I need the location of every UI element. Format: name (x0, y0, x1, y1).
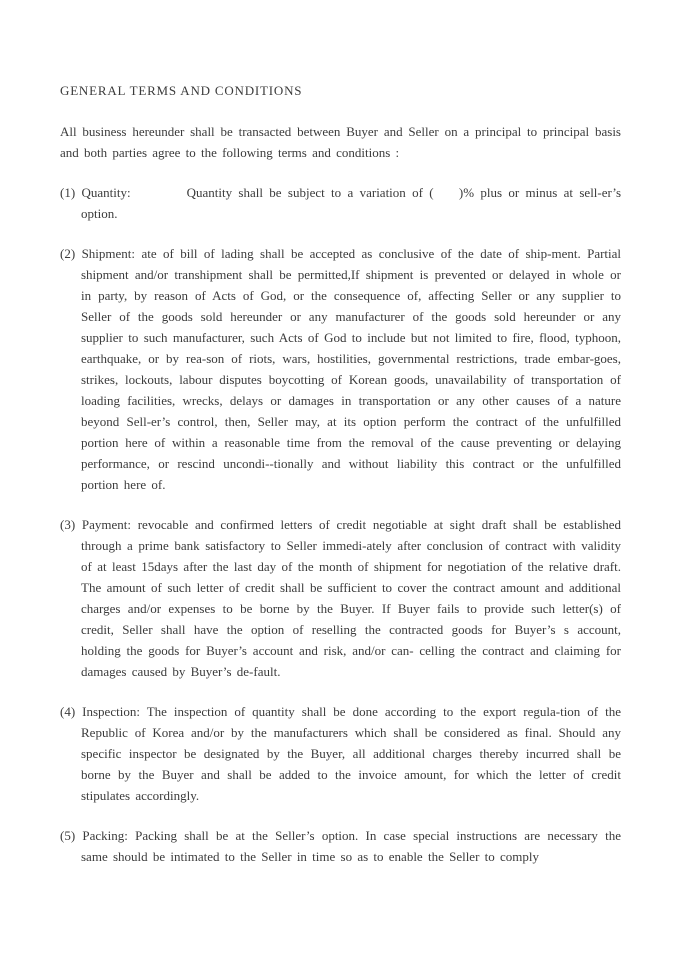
clause-label: Inspection: (82, 704, 140, 719)
clause-body: ate of bill of lading shall be accepted as conclusive of the date of ship-ment. Partial shipment and/or transhipment shall be permitted,If shipment is prevented or delayed in whole or in party, by reason of Acts of God, or the consequence of, affecting Seller or any supplier to Seller of the goods sold hereunder or any manufacturer of the goods sold hereunder or any supplier to such manufacturer, such Acts of God to include but not limited to fire, flood, typhoon, earthquake, or by rea-son of riots, wars, hostilities, governmental restrictions, trade embar-goes, strikes, lockouts, labour disputes boycotting of Korean goods, unavailability of transportation of loading facilities, wrecks, delays or damages in transportation or any other causes of a nature beyond Sell-er’s control, then, Seller may, at its option perform the contract of the unfulfilled portion here of within a reasonable time from the removal of the cause preventing or delaying performance, or rescind uncondi--tionally and without liability this contract or the unfulfilled portion here of. (81, 246, 622, 492)
clause-number: (5) (60, 828, 76, 843)
clause-label: Shipment: (81, 246, 136, 261)
clause-payment (60, 514, 621, 682)
clause-number: (2) (60, 246, 76, 261)
clause-number: (3) (60, 517, 76, 532)
clause-number: (1) (60, 185, 76, 200)
page-title: GENERAL TERMS AND CONDITIONS (60, 83, 303, 98)
clause-label: Packing: (82, 828, 128, 843)
clause-body: Quantity shall be subject to a variation of ( )% plus or minus at sell-er’s option. (81, 185, 621, 221)
clause-label: Quantity: (81, 185, 131, 200)
clause-inspection (60, 701, 621, 806)
clause-shipment (60, 243, 621, 495)
clause-body: revocable and confirmed letters of credit negotiable at sight draft shall be established through a prime bank satisfactory to Seller immedi-ately after conclusion of contract with validity of at least 15days after the last day of the month of shipment for negotiation of the relative draft. The amount of such letter of credit shall be sufficient to cover the contract amount and additional charges and/or expenses to be borne by the Buyer. If Buyer fails to provide such letter(s) of credit, Seller shall have the option of reselling the contracted goods for Buyer’s s account, holding the goods for Buyer’s account and risk, and/or can- celling the contract and claiming for damages caused by Buyer’s de-fault. (81, 517, 622, 679)
clause-body: Packing shall be at the Seller’s option. In case special instructions are necessary the same should be intimated to the Seller in time so as to enable the Seller to comply (81, 828, 622, 864)
clause-packing (60, 825, 621, 867)
clause-number: (4) (60, 704, 76, 719)
clause-quantity (60, 182, 621, 224)
clause-body: The inspection of quantity shall be done according to the export regula-tion of the Republic of Korea and/or by the manufacturers which shall be considered as final. Should any specific inspector be designated by the Buyer, all additional charges thereby incurred shall be borne by the Buyer and shall be added to the invoice amount, for which the letter of credit stipulates accordingly. (81, 704, 622, 803)
clause-label: Payment: (81, 517, 131, 532)
intro-paragraph: All business hereunder shall be transacted between Buyer and Seller on a principal to principal basis and both parties agree to the following terms and conditions : (60, 124, 621, 160)
